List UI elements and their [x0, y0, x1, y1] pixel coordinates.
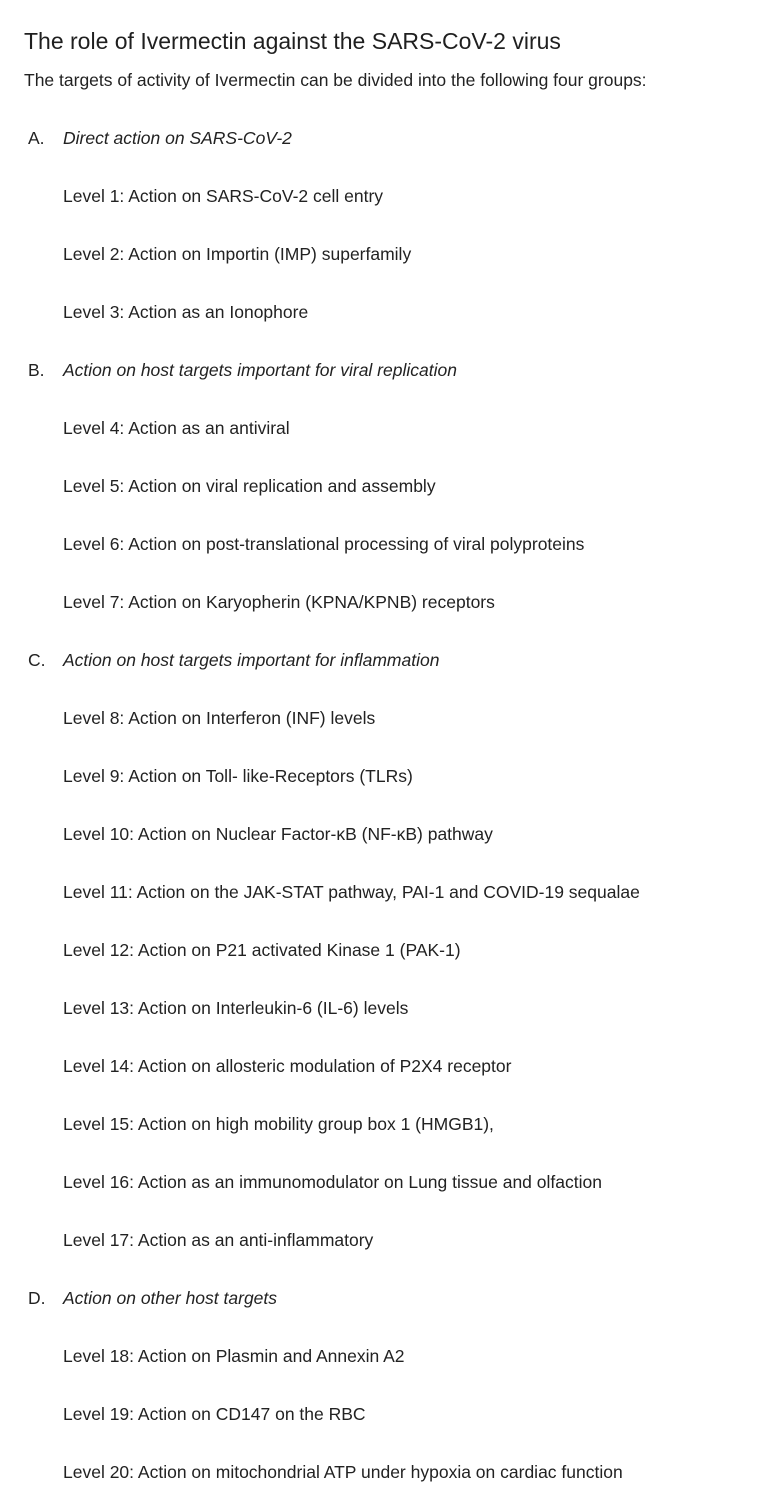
group-title: Action on host targets important for inflammation [63, 650, 440, 670]
level-item: Level 10: Action on Nuclear Factor-κB (NF-κB) pathway [63, 824, 493, 844]
level-item: Level 9: Action on Toll- like-Receptors (TLRs) [63, 766, 413, 786]
level-item: Level 6: Action on post-translational processing of viral polyproteins [63, 534, 585, 554]
group-title: Action on host targets important for viral replication [63, 360, 457, 380]
group-title: Direct action on SARS-CoV-2 [63, 128, 292, 148]
level-item: Level 12: Action on P21 activated Kinase 1 (PAK-1) [63, 940, 461, 960]
group-letter: B. [28, 360, 45, 380]
level-item: Level 13: Action on Interleukin-6 (IL-6) levels [63, 998, 409, 1018]
level-item: Level 1: Action on SARS-CoV-2 cell entry [63, 186, 384, 206]
level-item: Level 8: Action on Interferon (INF) levels [63, 708, 376, 728]
level-item: Level 20: Action on mitochondrial ATP under hypoxia on cardiac function [63, 1462, 623, 1482]
group-letter: D. [28, 1288, 46, 1308]
level-item: Level 2: Action on Importin (IMP) superfamily [63, 244, 412, 264]
level-item: Level 7: Action on Karyopherin (KPNA/KPNB) receptors [63, 592, 495, 612]
group-letter: C. [28, 650, 46, 670]
page-title: The role of Ivermectin against the SARS-CoV-2 virus [24, 28, 561, 54]
level-item: Level 11: Action on the JAK-STAT pathway, PAI-1 and COVID-19 sequalae [63, 882, 640, 902]
level-item: Level 15: Action on high mobility group box 1 (HMGB1), [63, 1114, 494, 1134]
intro-text: The targets of activity of Ivermectin can be divided into the following four groups: [24, 70, 647, 90]
level-item: Level 4: Action as an antiviral [63, 418, 290, 438]
level-item: Level 5: Action on viral replication and assembly [63, 476, 436, 496]
level-item: Level 17: Action as an anti-inflammatory [63, 1230, 374, 1250]
group-title: Action on other host targets [63, 1288, 278, 1308]
level-item: Level 3: Action as an Ionophore [63, 302, 309, 322]
group-letter: A. [28, 128, 45, 148]
level-item: Level 18: Action on Plasmin and Annexin A2 [63, 1346, 405, 1366]
level-item: Level 16: Action as an immunomodulator on Lung tissue and olfaction [63, 1172, 602, 1192]
level-item: Level 14: Action on allosteric modulation of P2X4 receptor [63, 1056, 512, 1076]
level-item: Level 19: Action on CD147 on the RBC [63, 1404, 366, 1424]
